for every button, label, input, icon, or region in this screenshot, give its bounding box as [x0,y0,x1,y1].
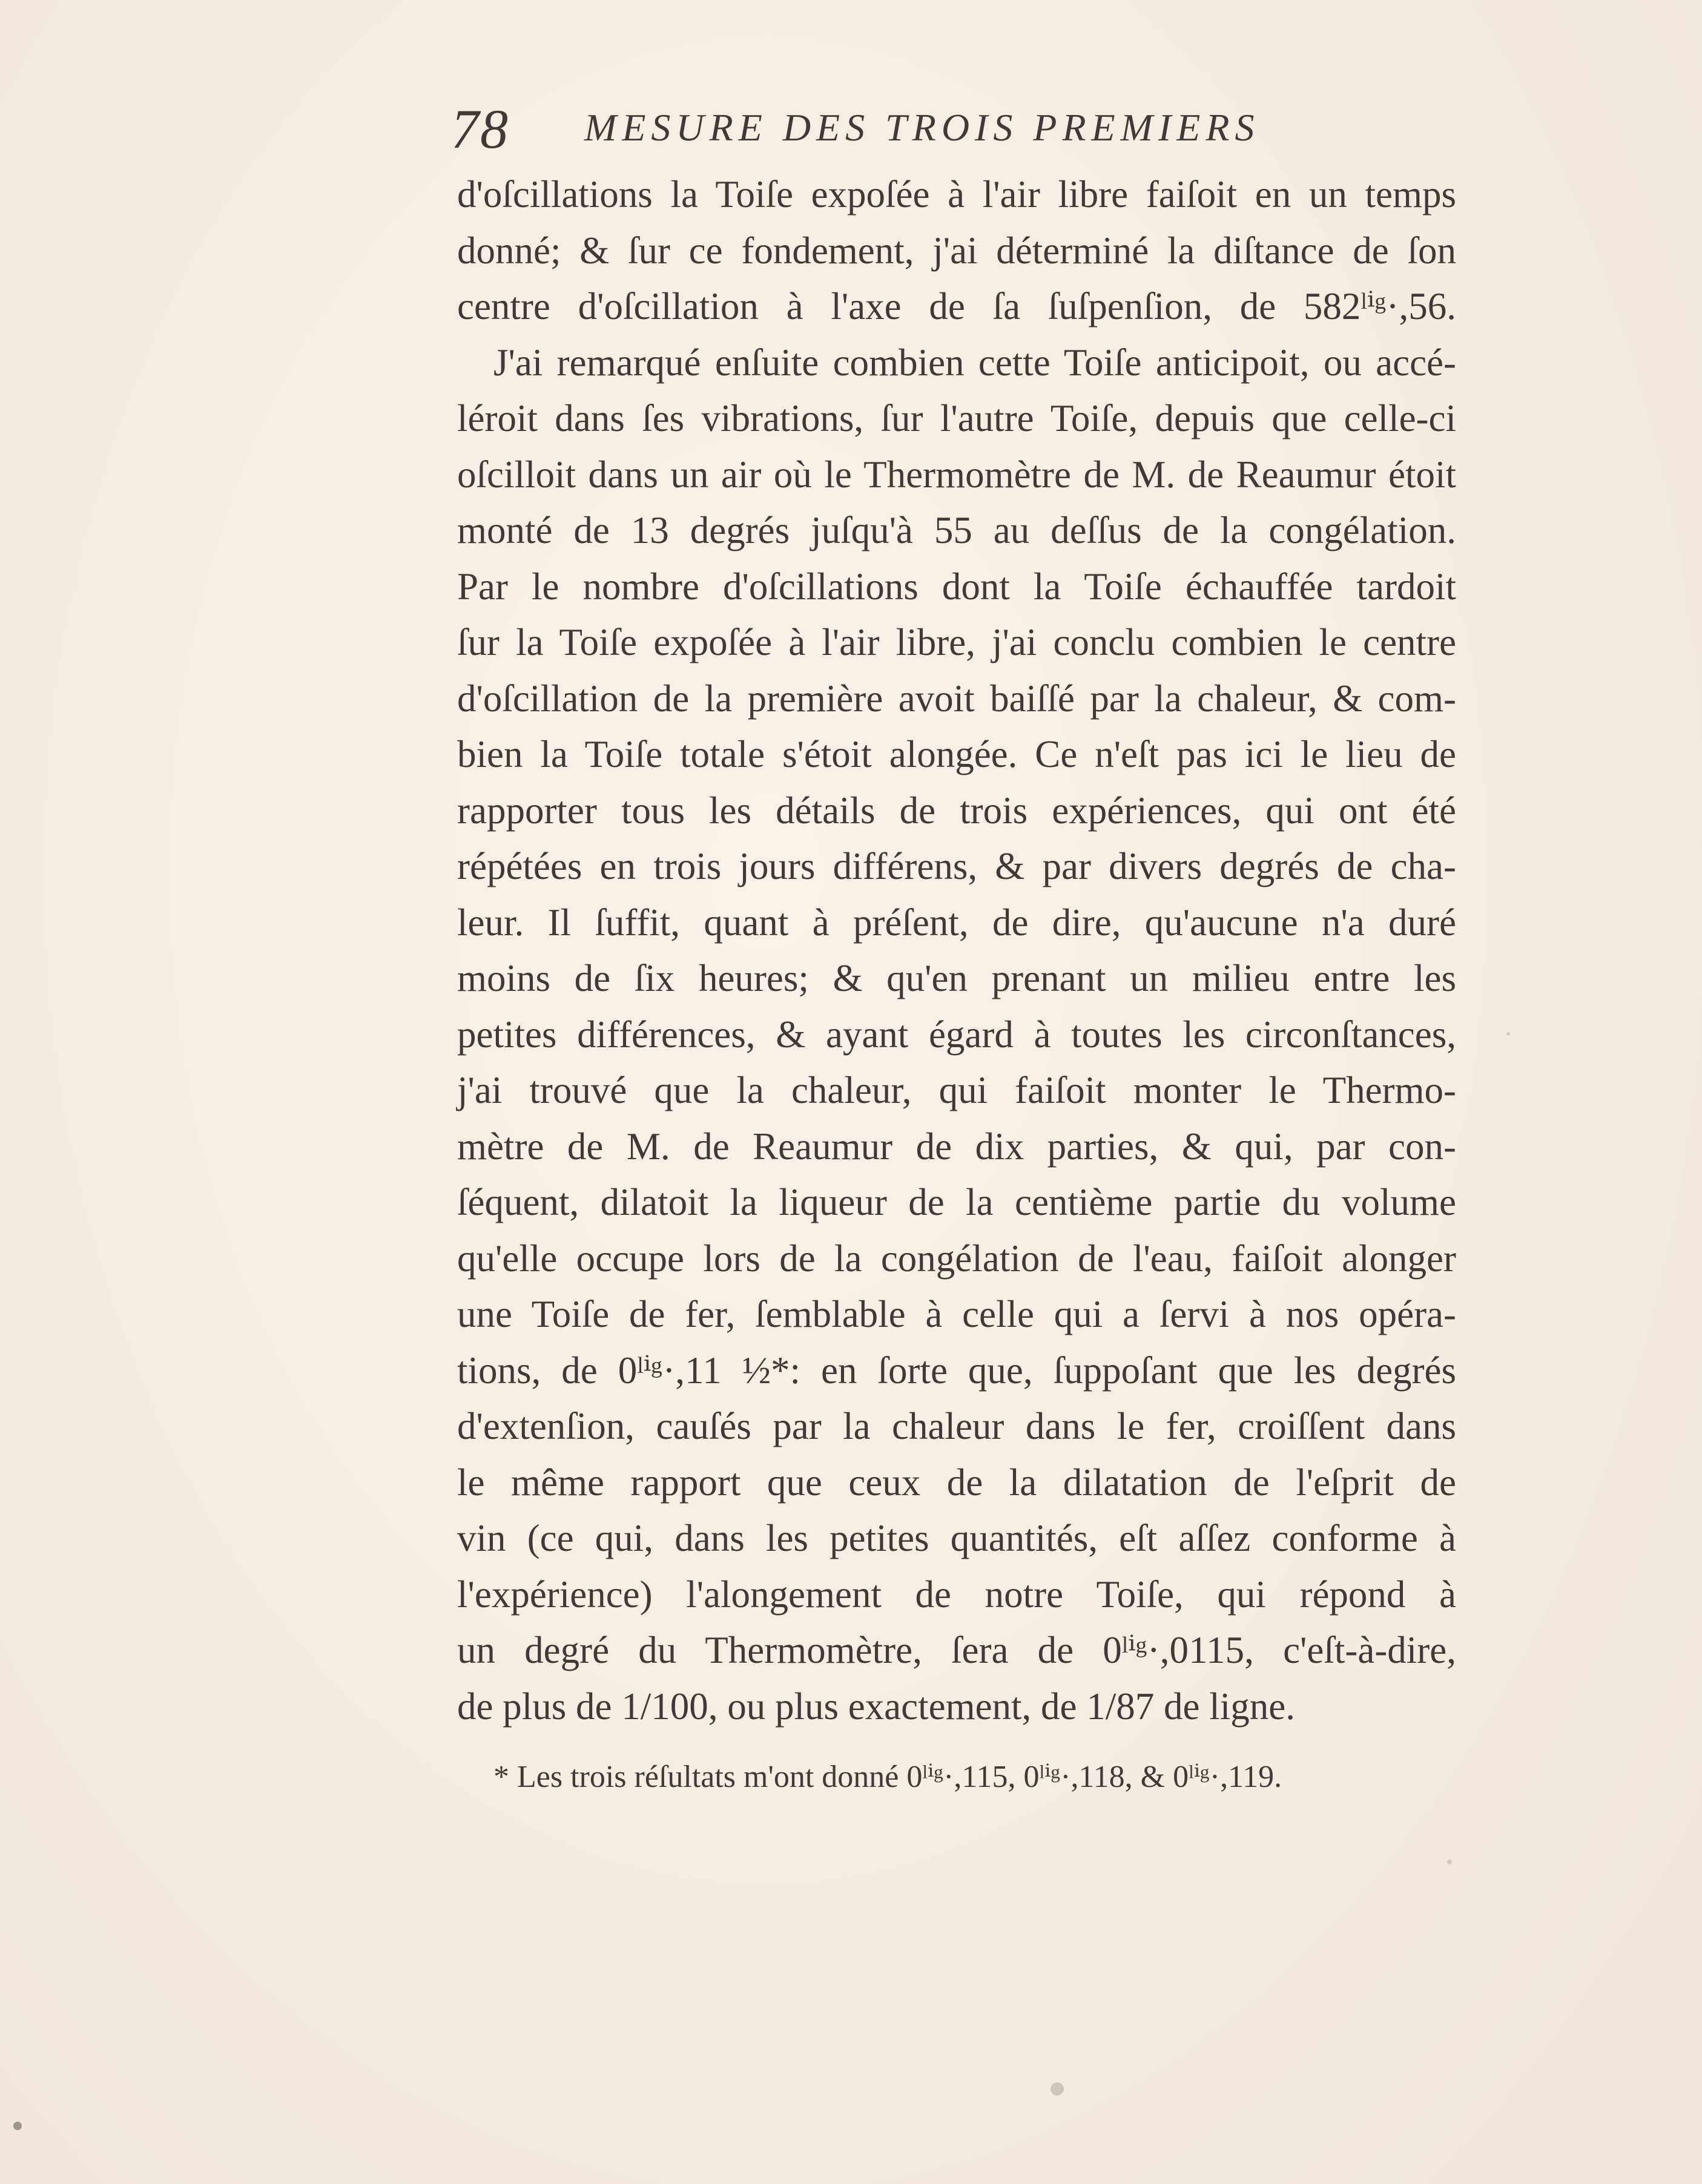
text-line: ſur la Toiſe expoſée à l'air libre, j'ai conclu combien le centre [457,621,1456,663]
text-line: J'ai remarqué enſuite combien cette Toiſe anticipoit, ou accé- [493,341,1456,384]
text-line: vin (ce qui, dans les petites quantités, eſt aſſez conforme à [457,1517,1456,1559]
text-line: monté de 13 degrés juſqu'à 55 au deſſus de la congélation. [457,509,1456,551]
text-line: le même rapport que ceux de la dilatation de l'eſprit de [457,1461,1456,1504]
text-line: d'extenſion, cauſés par la chaleur dans le fer, croiſſent dans [457,1405,1456,1447]
text-line: leur. Il ſuffit, quant à préſent, de dire, qu'aucune n'a duré [457,901,1456,944]
text-line: petites différences, & ayant égard à toutes les circonſtances, [457,1013,1456,1056]
paper-speck [1506,1032,1510,1036]
text-line: léroit dans ſes vibrations, ſur l'autre Toiſe, depuis que celle-ci [457,397,1456,439]
footnote: * Les trois réſultats m'ont donné 0ˡⁱᵍ·,115, 0ˡⁱᵍ·,118, & 0ˡⁱᵍ·,119. [493,1760,1282,1794]
text-line: de plus de 1/100, ou plus exactement, de 1/87 de ligne. [457,1685,1295,1728]
text-line: tions, de 0ˡⁱᵍ·,11 ½*: en ſorte que, ſuppoſant que les degrés [457,1349,1456,1392]
text-line: d'oſcillation de la première avoit baiſſé par la chaleur, & com- [457,677,1456,720]
text-line: l'expérience) l'alongement de notre Toiſe, qui répond à [457,1573,1456,1616]
page-header [451,97,1450,160]
page-number: 78 [451,98,509,160]
text-line: moins de ſix heures; & qu'en prenant un milieu entre les [457,957,1456,999]
paper-speck [13,2122,22,2130]
paper-speck [1051,2082,1064,2096]
text-line: une Toiſe de fer, ſemblable à celle qui a ſervi à nos opéra- [457,1293,1456,1335]
text-line: j'ai trouvé que la chaleur, qui faiſoit monter le Thermo- [457,1069,1456,1111]
text-line: répétées en trois jours différens, & par divers degrés de cha- [457,845,1456,887]
text-line: bien la Toiſe totale s'étoit alongée. Ce n'eſt pas ici le lieu de [457,733,1456,775]
text-line: ſéquent, dilatoit la liqueur de la centième partie du volume [457,1181,1456,1223]
text-line: donné; & ſur ce fondement, j'ai déterminé la diſtance de ſon [457,229,1456,272]
text-line: Par le nombre d'oſcillations dont la Toiſe échauffée tardoit [457,565,1456,608]
running-title: MESURE DES TROIS PREMIERS [584,106,1260,149]
text-line: oſcilloit dans un air où le Thermomètre de M. de Reaumur étoit [457,453,1456,496]
text-line: un degré du Thermomètre, ſera de 0ˡⁱᵍ·,0115, c'eſt-à-dire, [457,1629,1456,1671]
text-line: rapporter tous les détails de trois expériences, qui ont été [457,789,1456,832]
paper-speck [1447,1860,1452,1864]
text-line: centre d'oſcillation à l'axe de ſa ſuſpenſion, de 582ˡⁱᵍ·,56. [457,285,1456,327]
body-text [457,166,1456,1734]
text-line: qu'elle occupe lors de la congélation de l'eau, faiſoit alonger [457,1237,1456,1280]
text-line: d'oſcillations la Toiſe expoſée à l'air libre faiſoit en un temps [457,173,1456,215]
text-line: mètre de M. de Reaumur de dix parties, & qui, par con- [457,1125,1456,1168]
